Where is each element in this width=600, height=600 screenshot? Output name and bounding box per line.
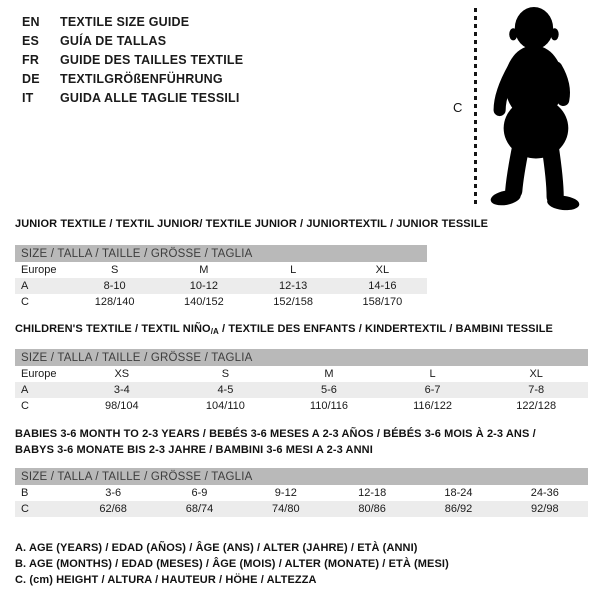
language-label: TEXTILGRÖßENFÜHRUNG [60,72,223,86]
language-code: DE [22,72,40,86]
cell: XL [529,368,543,380]
language-code: FR [22,53,40,67]
language-code: ES [22,34,40,48]
cell: 12-13 [279,280,308,292]
table-row [15,294,427,310]
language-row-de [22,70,243,89]
footnote-c: C. (cm) HEIGHT / ALTURA / HAUTEUR / HÖHE / ALTEZZA [15,574,317,586]
language-label: GUIDE DES TAILLES TEXTILE [60,53,244,67]
row-label: A [21,384,29,396]
cell: 80/86 [358,503,386,515]
baby-figure-area [445,0,600,215]
cell: 98/104 [104,400,139,412]
cell: 6-9 [191,487,208,499]
babies-table-title [15,427,590,458]
language-code: EN [22,15,40,29]
row-label: C [21,503,29,515]
row-label: C [21,400,29,412]
cell: L [429,368,436,380]
cell: 3-6 [105,487,122,499]
row-label: B [21,487,29,499]
children-table-title [15,322,553,340]
height-measure-dashed-line [474,8,477,206]
cell: 3-4 [113,384,130,396]
cell: 152/158 [273,296,313,308]
junior-table-title: JUNIOR TEXTILE / TEXTIL JUNIOR/ TEXTILE JUNIOR / JUNIORTEXTIL / JUNIOR TESSILE [15,218,489,230]
cell: 10-12 [189,280,218,292]
cell: 8-10 [103,280,126,292]
language-row-en [22,13,243,32]
language-label: GUIDA ALLE TAGLIE TESSILI [60,91,240,105]
cell: 18-24 [444,487,473,499]
language-row-fr [22,51,243,70]
cell: 110/116 [309,400,349,412]
table-row [15,382,588,398]
language-row-es [22,32,243,51]
cell: 24-36 [530,487,559,499]
cell: 122/128 [516,400,557,412]
cell: 74/80 [272,503,300,515]
table-row [15,398,588,414]
cell: 7-8 [528,384,545,396]
footnote-b: B. AGE (MONTHS) / EDAD (MESES) / ÂGE (MOIS) / ALTER (MONATE) / ETÀ (MESI) [15,558,449,570]
cell: 12-18 [358,487,387,499]
cell: 140/152 [183,296,224,308]
cell: M [324,368,334,380]
table-row [15,278,427,294]
footnotes [15,540,449,588]
cell: 9-12 [274,487,297,499]
cell: 6-7 [424,384,441,396]
cell: 158/170 [362,296,403,308]
cell: 14-16 [368,280,397,292]
cell: 92/98 [531,503,559,515]
babies-size-table [15,468,588,517]
cell: S [221,368,230,380]
size-header-bar: SIZE / TALLA / TAILLE / GRÖSSE / TAGLIA [15,468,588,485]
measure-label-c: C [453,100,463,115]
cell: XS [114,368,130,380]
children-size-table [15,349,588,414]
title-text: CHILDREN'S TEXTILE / TEXTIL NIÑO [15,323,211,335]
title-line-2: BABYS 3-6 MONATE BIS 2-3 JAHRE / BAMBINI 3-6 MESI A 2-3 ANNI [15,443,373,456]
cell: XL [375,264,390,276]
cell: S [110,264,119,276]
cell: 104/110 [205,400,245,412]
cell: 5-6 [321,384,337,396]
cell: L [290,264,297,276]
cell: 62/68 [99,503,127,515]
row-label: Europe [21,264,57,276]
row-label: A [21,280,29,292]
table-row [15,366,588,382]
title-text: / TEXTILE DES ENFANTS / KINDERTEXTIL / BAMBINI TESSILE [218,323,553,335]
language-code: IT [22,91,34,105]
language-row-it [22,89,243,108]
table-row [15,501,588,517]
language-label: TEXTILE SIZE GUIDE [60,15,190,29]
title-line-1: BABIES 3-6 MONTH TO 2-3 YEARS / BEBÉS 3-6 MESES A 2-3 AÑOS / BÉBÉS 3-6 MOIS À 2-3 ANS / [15,428,536,440]
cell: 116/122 [413,400,453,412]
title-subscript: /A [210,327,219,336]
footnote-a: A. AGE (YEARS) / EDAD (AÑOS) / ÂGE (ANS) / ALTER (JAHRE) / ETÀ (ANNI) [15,542,418,554]
size-header-bar: SIZE / TALLA / TAILLE / GRÖSSE / TAGLIA [15,349,588,366]
row-label: C [21,296,29,308]
language-title-list [22,13,243,108]
cell: 68/74 [185,503,214,515]
cell: 86/92 [444,503,473,515]
cell: 4-5 [217,384,234,396]
baby-silhouette-icon [483,5,595,212]
table-row [15,485,588,501]
language-label: GUÍA DE TALLAS [60,34,167,48]
size-header-bar: SIZE / TALLA / TAILLE / GRÖSSE / TAGLIA [15,245,427,262]
table-row [15,262,427,278]
cell: M [199,264,209,276]
row-label: Europe [21,368,57,380]
cell: 128/140 [94,296,135,308]
junior-size-table [15,245,427,310]
